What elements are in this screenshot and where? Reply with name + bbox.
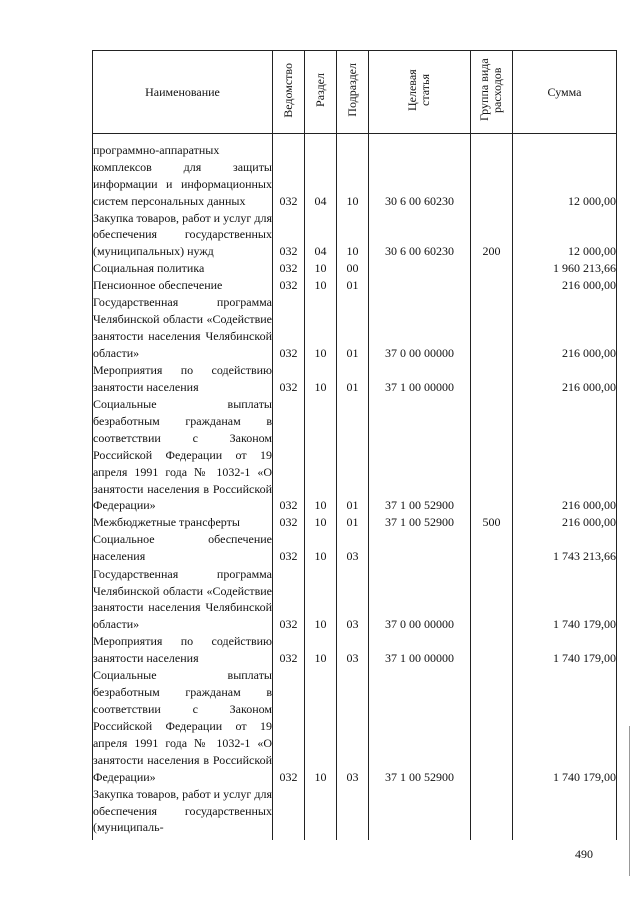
cell-gruppa-vida [471, 260, 513, 277]
cell-podrazdel: 01 [337, 396, 369, 514]
cell-razdel: 04 [305, 134, 337, 210]
cell-vedomstvo: 032 [273, 134, 305, 210]
budget-table [92, 50, 617, 840]
cell-podrazdel: 00 [337, 260, 369, 277]
cell-gruppa-vida [471, 396, 513, 514]
cell-vedomstvo: 032 [273, 565, 305, 633]
header-tselevaya-statya: Целевая статья [369, 51, 471, 134]
cell-podrazdel: 10 [337, 210, 369, 261]
cell-gruppa-vida [471, 667, 513, 785]
table-row [93, 210, 617, 261]
cell-razdel: 10 [305, 667, 337, 785]
cell-name: Пенсионное обеспечение [93, 277, 273, 294]
header-vedomstvo: Ведомство [273, 51, 305, 134]
cell-summa: 1 740 179,00 [513, 667, 617, 785]
cell-razdel: 10 [305, 277, 337, 294]
cell-vedomstvo: 032 [273, 531, 305, 565]
cell-summa: 12 000,00 [513, 210, 617, 261]
cell-gruppa-vida [471, 531, 513, 565]
cell-podrazdel: 01 [337, 294, 369, 362]
cell-tselevaya-statya: 30 6 00 60230 [369, 210, 471, 261]
table-row [93, 667, 617, 785]
cell-name: программно-аппаратных комплексов для защиты информации и информационных систем персональных данных [93, 134, 273, 210]
cell-tselevaya-statya: 37 0 00 00000 [369, 294, 471, 362]
table-row [93, 786, 617, 840]
cell-name: Социальные выплаты безработным гражданам в соответствии с Законом Российской Федерации от 19 апреля 1991 года № 1032-1 «О занятости населения в Российской Федерации» [93, 668, 272, 784]
table-row [93, 396, 617, 514]
cell-razdel: 10 [305, 633, 337, 667]
cell-vedomstvo: 032 [273, 667, 305, 785]
cell-name: Мероприятия по содействию занятости населения [93, 363, 272, 395]
cell-tselevaya-statya: 37 1 00 00000 [369, 633, 471, 667]
table-body [93, 134, 617, 840]
cell-podrazdel: 03 [337, 565, 369, 633]
cell-tselevaya-statya: 37 1 00 00000 [369, 362, 471, 396]
table-row [93, 362, 617, 396]
cell-gruppa-vida [471, 277, 513, 294]
cell-vedomstvo: 032 [273, 633, 305, 667]
cell-razdel [305, 786, 337, 840]
cell-summa: 1 960 213,66 [513, 260, 617, 277]
table-row [93, 134, 617, 210]
cell-tselevaya-statya: 37 1 00 52900 [369, 396, 471, 514]
cell-podrazdel [337, 786, 369, 840]
header-gruppa-vida-raskhodov: Группа вида расходов [471, 51, 513, 134]
cell-tselevaya-statya: 37 0 00 00000 [369, 565, 471, 633]
cell-summa: 12 000,00 [513, 134, 617, 210]
cell-summa: 216 000,00 [513, 362, 617, 396]
cell-tselevaya-statya [369, 260, 471, 277]
cell-tselevaya-statya: 37 1 00 52900 [369, 667, 471, 785]
cell-razdel: 10 [305, 565, 337, 633]
cell-vedomstvo [273, 786, 305, 840]
cell-name: Государственная программа Челябинской области «Содействие занятости населения Челябинской области» [93, 295, 272, 361]
scan-edge-line [629, 726, 630, 876]
cell-razdel: 10 [305, 396, 337, 514]
cell-gruppa-vida [471, 134, 513, 210]
cell-summa: 216 000,00 [513, 277, 617, 294]
cell-tselevaya-statya [369, 277, 471, 294]
cell-name: Межбюджетные трансферты [93, 514, 273, 531]
header-razdel: Раздел [305, 51, 337, 134]
cell-razdel: 10 [305, 514, 337, 531]
cell-podrazdel: 03 [337, 531, 369, 565]
cell-name: Закупка товаров, работ и услуг для обеспечения государственных (муниципальных) нужд [93, 210, 272, 259]
table-row [93, 260, 617, 277]
cell-podrazdel: 01 [337, 514, 369, 531]
cell-vedomstvo: 032 [273, 514, 305, 531]
cell-podrazdel: 01 [337, 362, 369, 396]
cell-gruppa-vida [471, 362, 513, 396]
cell-gruppa-vida [471, 565, 513, 633]
cell-name: Социальная политика [93, 260, 273, 277]
cell-name: Государственная программа Челябинской области «Содействие занятости населения Челябинской области» [93, 566, 272, 632]
cell-vedomstvo: 032 [273, 362, 305, 396]
cell-podrazdel: 01 [337, 277, 369, 294]
cell-summa: 216 000,00 [513, 514, 617, 531]
cell-summa: 216 000,00 [513, 294, 617, 362]
header-summa: Сумма [513, 51, 617, 134]
cell-tselevaya-statya: 30 6 00 60230 [369, 134, 471, 210]
cell-gruppa-vida [471, 786, 513, 840]
cell-gruppa-vida [471, 633, 513, 667]
table-row [93, 514, 617, 531]
cell-vedomstvo: 032 [273, 260, 305, 277]
cell-gruppa-vida [471, 294, 513, 362]
cell-tselevaya-statya [369, 786, 471, 840]
cell-vedomstvo: 032 [273, 294, 305, 362]
table-header-row [93, 51, 617, 134]
header-podrazdel: Подраздел [337, 51, 369, 134]
cell-name: Закупка товаров, работ и услуг для обеспечения государственных (муниципаль- [93, 786, 273, 840]
cell-summa: 216 000,00 [513, 396, 617, 514]
cell-name: Социальное обеспечение населения [93, 532, 272, 564]
cell-razdel: 04 [305, 210, 337, 261]
table-row [93, 565, 617, 633]
cell-summa: 1 743 213,66 [513, 531, 617, 565]
cell-vedomstvo: 032 [273, 277, 305, 294]
table-row [93, 294, 617, 362]
table-row [93, 277, 617, 294]
cell-summa: 1 740 179,00 [513, 565, 617, 633]
cell-gruppa-vida: 200 [471, 210, 513, 261]
cell-vedomstvo: 032 [273, 210, 305, 261]
cell-podrazdel: 03 [337, 633, 369, 667]
cell-name: Мероприятия по содействию занятости населения [93, 634, 272, 666]
cell-name: Социальные выплаты безработным гражданам в соответствии с Законом Российской Федерации от 19 апреля 1991 года № 1032-1 «О занятости населения в Российской Федерации» [93, 397, 272, 513]
header-name: Наименование [93, 51, 273, 134]
cell-tselevaya-statya [369, 531, 471, 565]
cell-podrazdel: 10 [337, 134, 369, 210]
cell-razdel: 10 [305, 531, 337, 565]
cell-vedomstvo: 032 [273, 396, 305, 514]
cell-razdel: 10 [305, 260, 337, 277]
table-row [93, 531, 617, 565]
cell-razdel: 10 [305, 362, 337, 396]
cell-tselevaya-statya: 37 1 00 52900 [369, 514, 471, 531]
table-row [93, 633, 617, 667]
cell-summa: 1 740 179,00 [513, 633, 617, 667]
page-number: 490 [575, 847, 593, 861]
cell-podrazdel: 03 [337, 667, 369, 785]
cell-gruppa-vida: 500 [471, 514, 513, 531]
cell-summa [513, 786, 617, 840]
cell-razdel: 10 [305, 294, 337, 362]
